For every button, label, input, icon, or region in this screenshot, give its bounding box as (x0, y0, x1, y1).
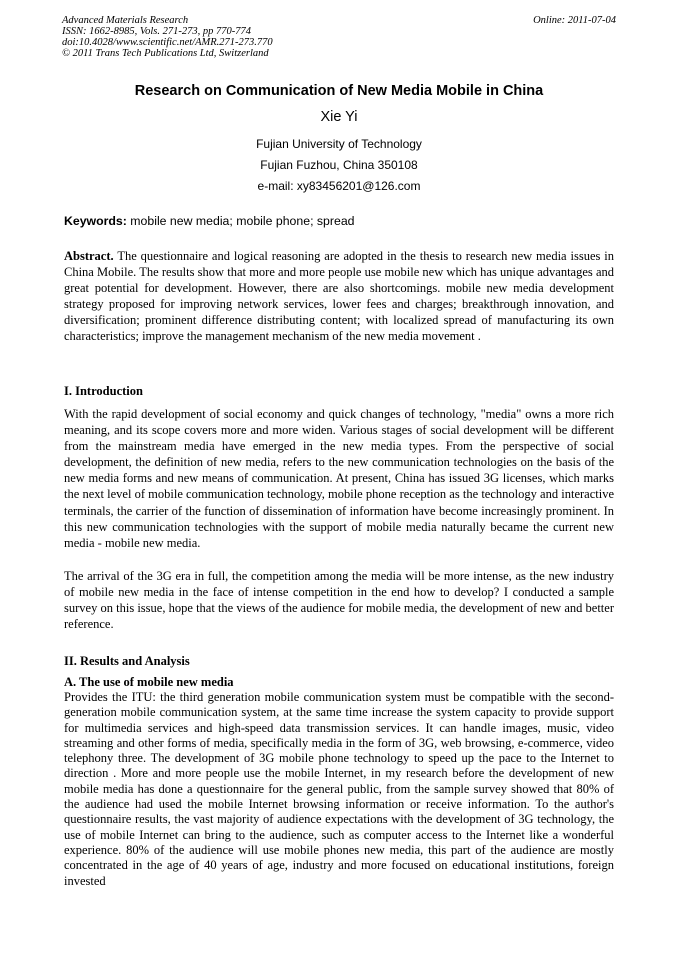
section-heading-results: II. Results and Analysis (64, 654, 190, 668)
paper-title: Research on Communication of New Media Mobile in China (134, 83, 544, 99)
intro-paragraph-2: The arrival of the 3G era in full, the competition among the media will be more intense, as the new industry of mobile new media in the face of intense competition in the end how to develop? I conducted a sample survey on this issue, hope that the views of the audience for mobile media, the development of new and better reference. (64, 569, 614, 632)
doi-line: doi:10.4028/www.scientific.net/AMR.271-273.770 (62, 37, 273, 48)
abstract (64, 248, 614, 345)
results-paragraph-1: Provides the ITU: the third generation mobile communication system must be compatible with the second-generation mobile communication system, at the same time increase the system capacity to provide support for multimedia services and high-speed data transmission services. It can handle images, music, video streaming and other forms of media, specifically media in the form of 3G, web browsing, e-commerce, video telephony three. The development of 3G mobile phone technology to speed up the pace to the Internet to direction . More and more people use the mobile Internet, in my research before the development of new mobile media has done a questionnaire for the general public, from the sample survey showed that 80% of the audience had used the mobile Internet browsing information or receive information. To the author's questionnaire results, the vast majority of audience expectations with the development of 3G technology, the use of mobile Internet can bring to the audience, such as computer access to the Internet like a wonderful experience. 80% of the audience will use mobile phones new media, this part of the audience are mostly concentrated in the age of 40 years of age, industry and more focused on educational institutions, foreign invested (64, 690, 614, 888)
abstract-text: The questionnaire and logical reasoning are adopted in the thesis to research new media issues in China Mobile. The results show that more and more people use mobile new which has unique advantages and great potential for development. However, there are also shortcomings. mobile new media development strategy proposed for improving network services, lower fees and charges; breakthrough innovation, and diversification; prominent difference distributing content; with localized spread of manufacturing its own characteristics; improve the management mechanism of the new media movement . (64, 249, 614, 344)
keywords (64, 214, 355, 228)
author-name: Xie Yi (320, 109, 358, 125)
address: Fujian Fuzhou, China 350108 (260, 158, 418, 172)
online-date: Online: 2011-07-04 (533, 15, 616, 26)
copyright-line: © 2011 Trans Tech Publications Ltd, Switzerland (62, 48, 269, 59)
subsection-heading-use: A. The use of mobile new media (64, 675, 234, 689)
keywords-text: mobile new media; mobile phone; spread (126, 214, 355, 228)
section-heading-introduction: I. Introduction (64, 384, 143, 398)
intro-paragraph-1: With the rapid development of social economy and quick changes of technology, "media" owns a more rich meaning, and its scope covers more and more widen. Various stages of social development will be different from the mainstream media have emerged in the new media types. From the perspective of social development, the definition of new media, refers to the new communication technologies on the basis of the new media forms and new means of communication. At present, China has issued 3G licenses, which marks the next level of mobile communication technology, mobile phone reception as the technology and interactive terminals, the carrier of the function of dissemination of information have become increasingly prominent. In this new communication technologies with the support of mobile media naturally became the current new media - mobile new media. (64, 407, 614, 550)
journal-name: Advanced Materials Research (62, 15, 189, 26)
email: e-mail: xy83456201@126.com (257, 179, 421, 193)
abstract-label: Abstract. (64, 249, 114, 263)
affiliation: Fujian University of Technology (256, 137, 422, 151)
keywords-label: Keywords: (64, 214, 127, 228)
issn-line: ISSN: 1662-8985, Vols. 271-273, pp 770-774 (62, 26, 251, 37)
